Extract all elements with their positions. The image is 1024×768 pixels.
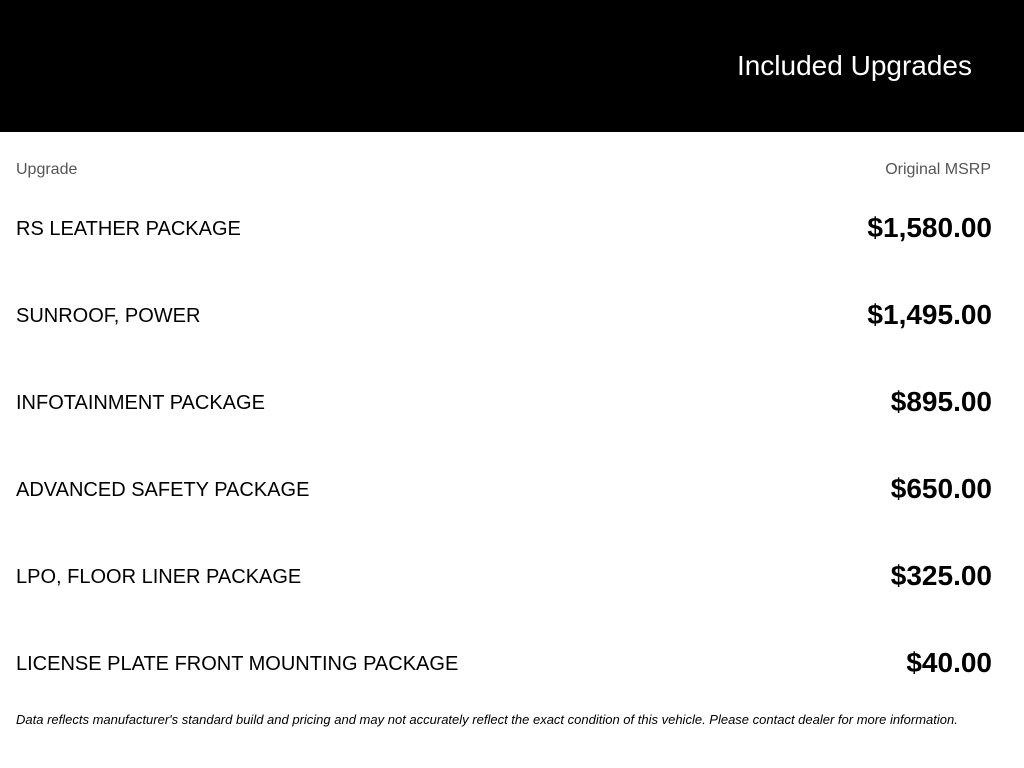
upgrade-row (0, 359, 1024, 446)
header-bar (0, 0, 1024, 132)
upgrade-price: $1,580.00 (867, 212, 992, 243)
upgrade-row (0, 620, 1024, 707)
upgrade-price: $40.00 (906, 647, 992, 678)
disclaimer-text: Data reflects manufacturer's standard build and pricing and may not accurately reflect the exact condition of this vehicle. Please contact dealer for more information. (16, 712, 958, 727)
upgrade-price: $650.00 (890, 473, 992, 504)
upgrade-price: $325.00 (890, 560, 992, 591)
upgrade-name: SUNROOF, POWER (16, 305, 201, 327)
upgrade-name: LICENSE PLATE FRONT MOUNTING PACKAGE (16, 653, 459, 675)
column-header-msrp: Original MSRP (885, 161, 991, 178)
upgrade-price: $895.00 (890, 386, 992, 417)
upgrade-row (0, 446, 1024, 533)
page-title: Included Upgrades (736, 50, 972, 81)
upgrade-price: $1,495.00 (867, 299, 992, 330)
upgrades-list (0, 185, 1024, 707)
upgrade-row (0, 533, 1024, 620)
upgrade-row (0, 272, 1024, 359)
upgrade-name: ADVANCED SAFETY PACKAGE (16, 479, 310, 501)
column-header-upgrade: Upgrade (16, 161, 78, 178)
upgrade-name: INFOTAINMENT PACKAGE (16, 392, 265, 414)
upgrade-name: LPO, FLOOR LINER PACKAGE (16, 566, 302, 588)
upgrade-name: RS LEATHER PACKAGE (16, 218, 241, 240)
upgrade-row (0, 185, 1024, 272)
